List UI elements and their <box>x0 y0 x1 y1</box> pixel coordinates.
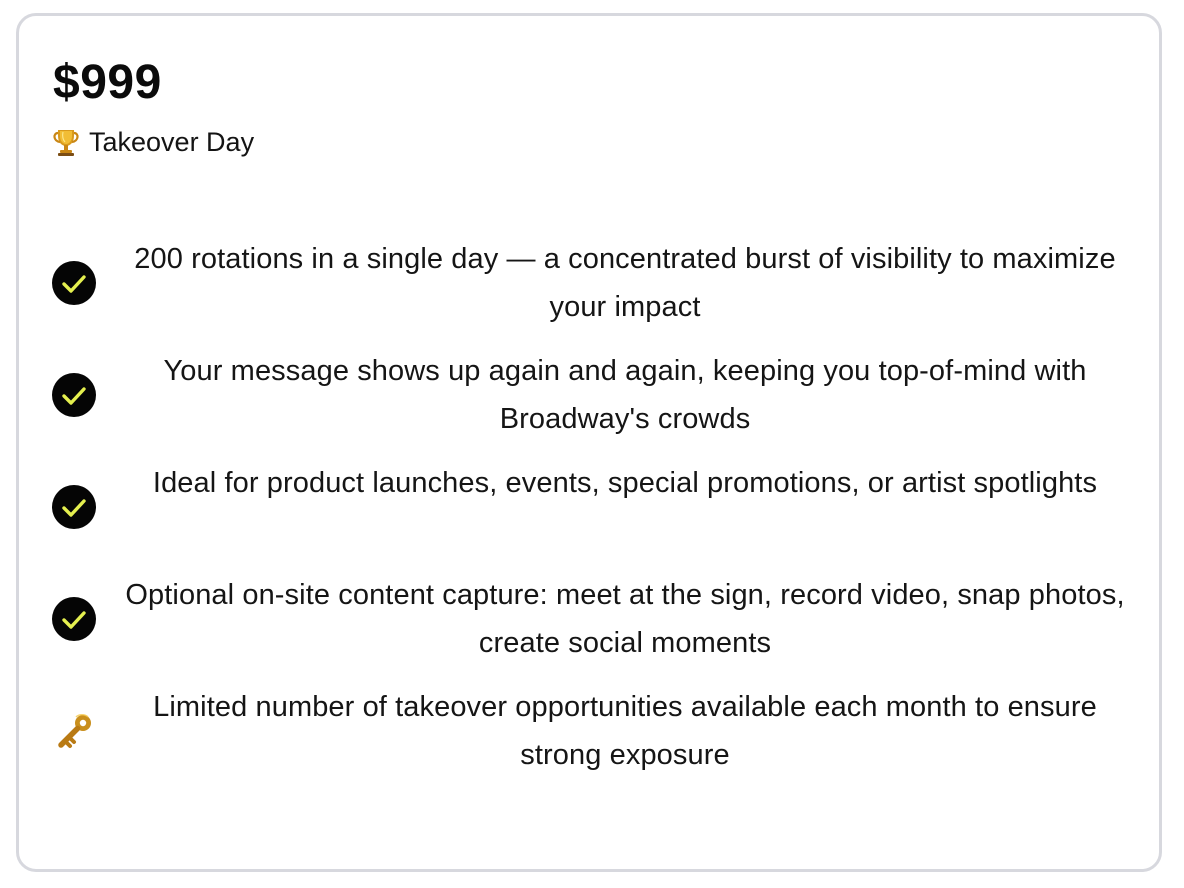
check-circle-icon <box>51 596 97 642</box>
check-circle-icon <box>51 260 97 306</box>
feature-item <box>19 571 1159 667</box>
feature-text: Limited number of takeover opportunities available each month to ensure strong exposure <box>153 691 1097 771</box>
feature-item <box>19 459 1159 555</box>
feature-item <box>19 683 1159 779</box>
check-circle-icon <box>51 484 97 530</box>
check-circle-icon <box>51 372 97 418</box>
feature-text: 200 rotations in a single day — a concentrated burst of visibility to maximize your impact <box>134 243 1116 323</box>
feature-text: Ideal for product launches, events, special promotions, or artist spotlights <box>152 467 1098 499</box>
feature-list <box>19 16 1159 869</box>
feature-item <box>19 347 1159 443</box>
pricing-card <box>16 13 1162 872</box>
price: $999 <box>53 56 162 109</box>
feature-text: Optional on-site content capture: meet at the sign, record video, snap photos, create social moments <box>125 579 1125 659</box>
feature-item <box>19 235 1159 331</box>
feature-text: Your message shows up again and again, keeping you top-of-mind with Broadway's crowds <box>163 355 1087 435</box>
key-icon <box>51 708 97 754</box>
plan-name: Takeover Day <box>89 127 255 157</box>
